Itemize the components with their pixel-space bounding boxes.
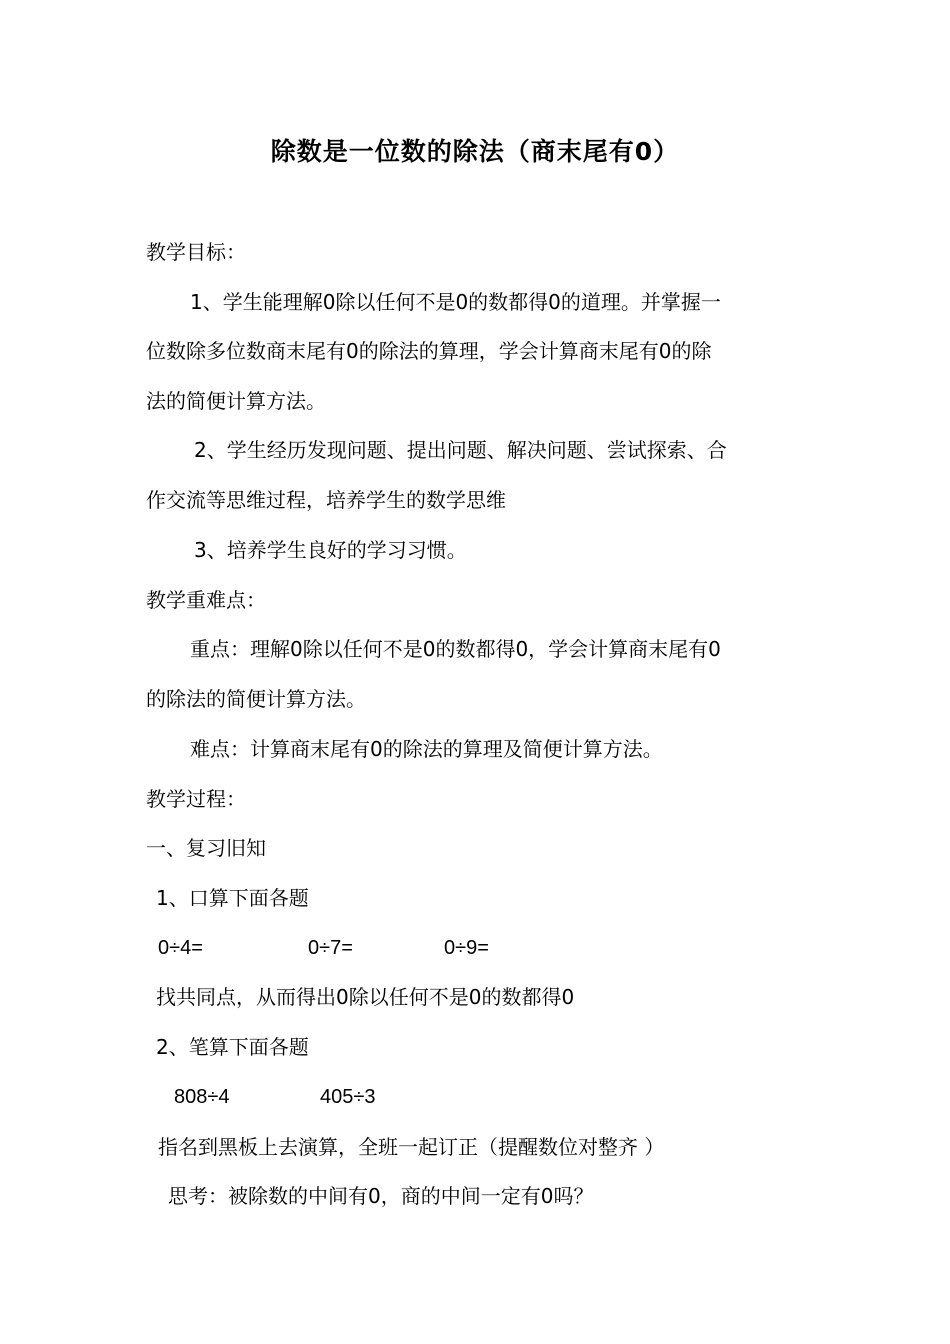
section-heading-process: 教学过程： (146, 787, 246, 811)
oral-problem-3: 0÷9= (444, 937, 489, 959)
goal-3-line: 3、培养学生良好的学习习惯。 (194, 538, 467, 562)
goal-1-line-1: 1、学生能理解0除以任何不是0的数都得0的道理。并掌握一 (190, 290, 721, 314)
goal-2-line-2: 作交流等思维过程，培养学生的数学思维 (146, 488, 506, 512)
oral-conclusion: 找共同点，从而得出0除以任何不是0的数都得0 (156, 985, 575, 1009)
section-heading-key-points: 教学重难点： (146, 588, 266, 612)
written-problem-2: 405÷3 (320, 1086, 376, 1108)
board-instruction: 指名到黑板上去演算，全班一起订正（提醒数位对整齐 ） (158, 1135, 665, 1159)
written-problem-1: 808÷4 (174, 1086, 230, 1108)
goal-1-line-2: 位数除多位数商末尾有0的除法的算理，学会计算商末尾有0的除 (146, 339, 712, 363)
section-heading-goals: 教学目标： (146, 240, 246, 264)
difficult-point-line: 难点：计算商末尾有0的除法的算理及简便计算方法。 (190, 737, 663, 761)
oral-problem-1: 0÷4= (158, 937, 203, 959)
oral-problem-2: 0÷7= (308, 937, 353, 959)
key-point-line-1: 重点：理解0除以任何不是0的数都得0，学会计算商末尾有0 (190, 637, 721, 661)
oral-calc-heading: 1、口算下面各题 (156, 886, 309, 910)
key-point-line-2: 的除法的简便计算方法。 (146, 687, 366, 711)
step-1-heading: 一、复习旧知 (146, 836, 266, 860)
document-title: 除数是一位数的除法（商末尾有0） (270, 137, 680, 166)
goal-1-line-3: 法的简便计算方法。 (146, 389, 326, 413)
goal-2-line-1: 2、学生经历发现问题、提出问题、解决问题、尝试探索、合 (194, 438, 727, 462)
think-question: 思考：被除数的中间有0，商的中间一定有0吗？ (168, 1184, 594, 1208)
written-calc-heading: 2、笔算下面各题 (156, 1035, 309, 1059)
